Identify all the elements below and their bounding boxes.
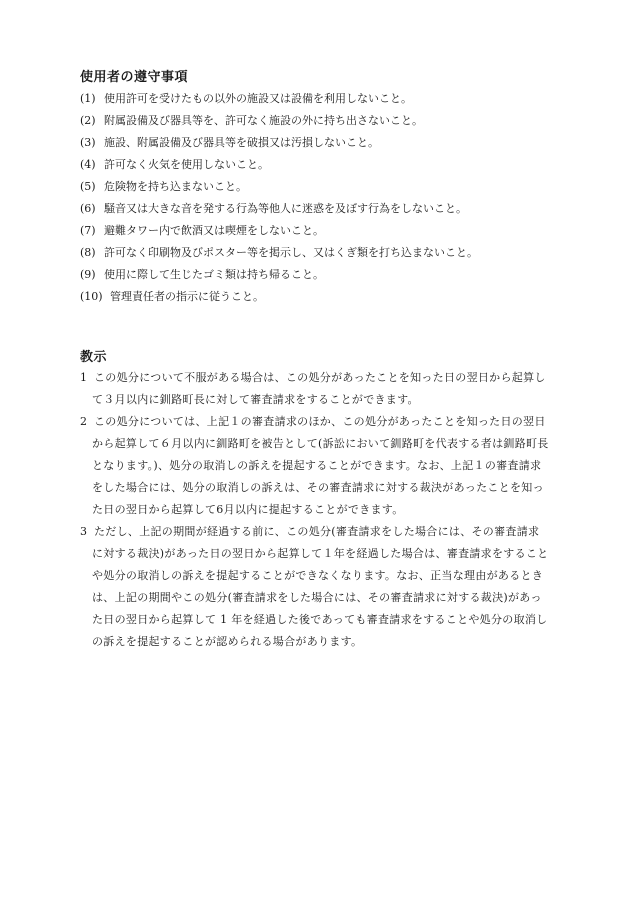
notice-text-line: や処分の取消しの訴えを提起することができなくなります。なお、正当な理由があるとき [92,569,544,582]
rule-text: 使用に際して生じたゴミ類は持ち帰ること。 [104,268,324,281]
rule-number: (1) [80,92,96,105]
rule-text: 施設、附属設備及び器具等を破損又は汚損しないこと。 [104,136,379,149]
rule-text: 許可なく印刷物及びポスター等を掲示し、又はくぎ類を打ち込まないこと。 [104,246,478,259]
rule-item [80,267,580,283]
rule-text: 附属設備及び器具等を、許可なく施設の外に持ち出さないこと。 [104,114,423,127]
notice-text-line: この処分については、上記１の審査請求のほか、この処分があったことを知った日の翌日 [94,415,546,428]
notice-text-line: た日の翌日から起算して 1 年を経過した後であっても審査請求をすることや処分の取消し [92,613,548,626]
rule-text: 騒音又は大きな音を発する行為等他人に迷惑を及ぼす行為をしないこと。 [104,202,467,215]
rules-heading: 使用者の遵守事項 [80,70,189,85]
notice-item [80,411,570,521]
notice-text-line: をした場合には、処分の取消しの訴えは、その審査請求に対する裁決があったことを知っ [92,481,544,494]
rule-item [80,245,580,261]
notice-number: 2 [80,415,88,428]
rule-item [80,289,580,305]
rule-number: (3) [80,136,96,149]
notice-item [80,521,570,653]
rule-text: 許可なく火気を使用しないこと。 [104,158,269,171]
notice-text-line: は、上記の期間やこの処分(審査請求をした場合には、その審査請求に対する裁決)があっ [92,591,542,604]
notice-number: 3 [80,525,88,538]
notice-item [80,367,570,411]
notice-text-line: となります。)、処分の取消しの訴えを提起することができます。なお、上記１の審査請求 [92,459,542,472]
rule-item [80,135,580,151]
notice-text-line: て３月以内に釧路町長に対して審査請求をすることができます。 [92,393,419,406]
rule-number: (8) [80,246,96,259]
rule-number: (4) [80,158,96,171]
notice-text-line: この処分について不服がある場合は、この処分があったことを知った日の翌日から起算し [94,371,546,384]
rule-item [80,223,580,239]
rule-text: 使用許可を受けたもの以外の施設又は設備を利用しないこと。 [104,92,412,105]
rule-text: 危険物を持ち込まないこと。 [104,180,247,193]
rule-item [80,157,580,173]
notice-text-line: た日の翌日から起算して6月以内に提起することができます。 [92,503,404,516]
notice-text-line: ただし、上記の期間が経過する前に、この処分(審査請求をした場合には、その審査請求 [94,525,540,538]
rule-number: (9) [80,268,96,281]
notice-number: 1 [80,371,88,384]
rule-item [80,201,580,217]
rule-number: (7) [80,224,96,237]
notice-text-line: から起算して６月以内に釧路町を被告として(訴訟において釧路町を代表する者は釧路町長 [92,437,549,450]
notice-text-line: の訴えを提起することが認められる場合があります。 [92,635,363,648]
notice-text-line: に対する裁決)があった日の翌日から起算して１年を経過した場合は、審査請求をすること [92,547,549,560]
notice-heading: 教示 [80,350,108,365]
rule-number: (6) [80,202,96,215]
rule-number: (2) [80,114,96,127]
rule-text: 避難タワー内で飲酒又は喫煙をしないこと。 [104,224,324,237]
rule-number: (5) [80,180,96,193]
rule-text: 管理責任者の指示に従うこと。 [110,290,264,303]
rule-number: (10) [80,290,103,303]
rule-item [80,91,580,107]
rule-item [80,113,580,129]
rule-item [80,179,580,195]
